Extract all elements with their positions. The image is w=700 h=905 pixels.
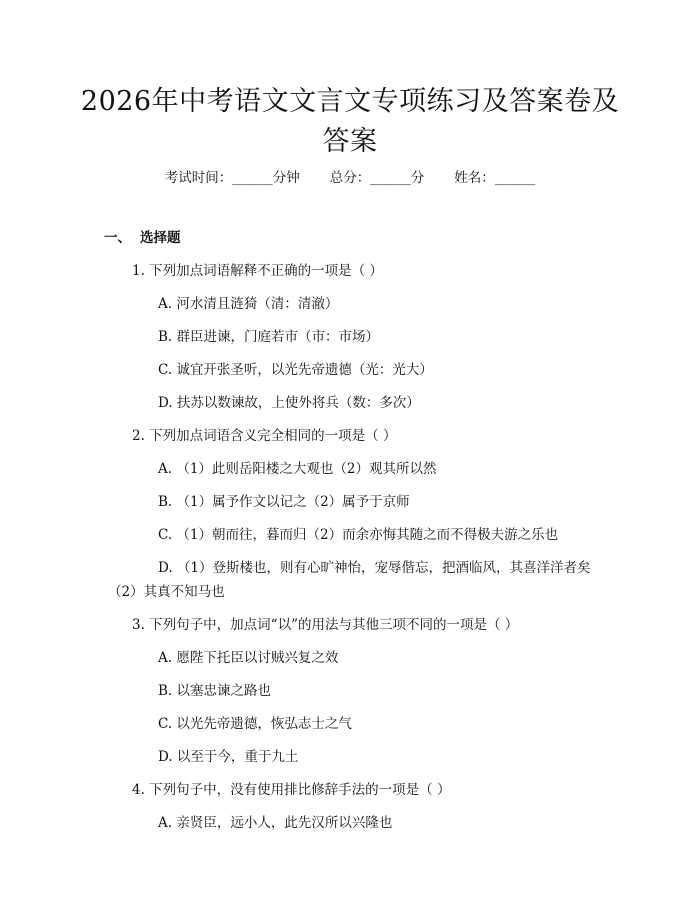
question-2-option-d-line-1: D. （1）登斯楼也，则有心旷神怡，宠辱偕忘，把酒临风，其喜洋洋者矣 — [158, 560, 591, 576]
question-3-option-b: B. 以塞忠谏之路也 — [158, 683, 272, 699]
question-list — [0, 226, 700, 844]
question-1-option-a: A. 河水清且涟猗（清：清澈） — [158, 296, 339, 312]
page-title — [60, 82, 640, 162]
question-1-option-b: B. 群臣进谏，门庭若市（市：市场） — [158, 329, 380, 345]
question-4-stem: 4. 下列句子中，没有使用排比修辞手法的一项是（ ） — [132, 782, 451, 798]
question-1-option-d: D. 扶苏以数谏故，上使外将兵（数：多次） — [158, 395, 420, 411]
question-1-option-c: C. 诚宜开张圣听，以光先帝遗德（光：光大） — [158, 362, 433, 378]
section-title: 选择题 — [140, 230, 181, 246]
question-2-stem: 2. 下列加点词语含义完全相同的一项是（ ） — [132, 428, 397, 444]
question-2-option-b: B. （1）属予作文以记之（2）属予于京师 — [158, 494, 410, 510]
title-line-2: 答案 — [322, 126, 378, 157]
question-3-option-c: C. 以光先帝遗德，恢弘志士之气 — [158, 716, 352, 732]
question-2-option-d-line-2: （2）其真不知马也 — [108, 584, 225, 600]
question-4-option-a: A. 亲贤臣，远小人，此先汉所以兴隆也 — [158, 815, 393, 831]
name-blank: ______ — [494, 170, 536, 186]
time-blank: ______ — [232, 170, 273, 186]
score-blank: ______ — [370, 170, 411, 186]
score-label: 总分： — [329, 170, 371, 186]
time-unit: 分钟 — [272, 170, 300, 186]
question-2-option-d — [108, 556, 598, 604]
section-heading — [104, 226, 700, 250]
section-number: 一、 — [104, 230, 131, 246]
question-2-option-a: A. （1）此则岳阳楼之大观也（2）观其所以然 — [158, 461, 437, 477]
question-3-option-a: A. 愿陛下托臣以讨贼兴复之效 — [158, 650, 339, 666]
question-2-option-c: C. （1）朝而往，暮而归（2）而余亦悔其随之而不得极夫游之乐也 — [158, 527, 559, 543]
title-line-1: 2026年中考语文文言文专项练习及答案卷及 — [80, 86, 620, 117]
question-3-stem: 3. 下列句子中，加点词“以”的用法与其他三项不同的一项是（ ） — [132, 617, 519, 633]
time-label: 考试时间： — [164, 170, 233, 186]
score-unit: 分 — [410, 170, 425, 186]
question-1-stem: 1. 下列加点词语解释不正确的一项是（ ） — [132, 263, 383, 279]
exam-meta — [0, 168, 700, 188]
name-label: 姓名： — [454, 170, 495, 186]
question-3-option-d: D. 以至于今，重于九土 — [158, 749, 299, 765]
